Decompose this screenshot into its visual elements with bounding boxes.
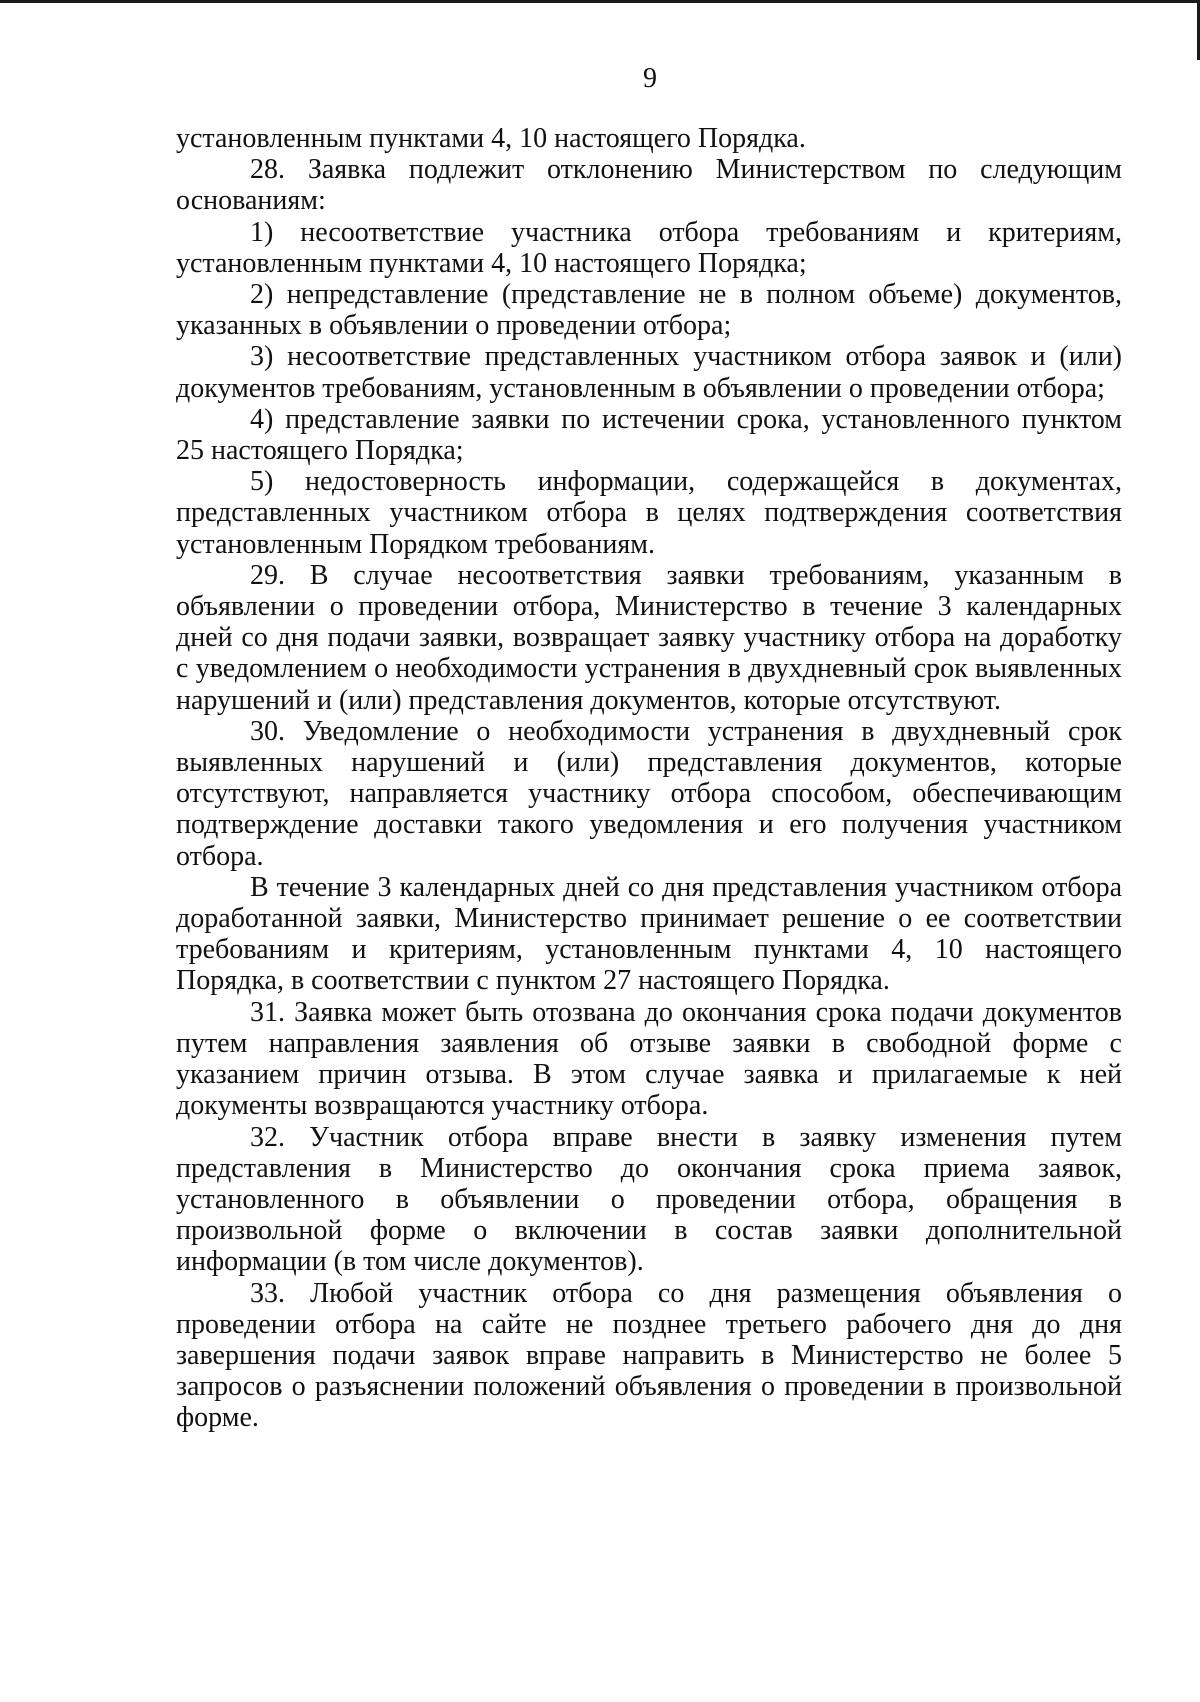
paragraph-subitem-3: 3) несоответствие представленных участником отбора заявок и (или) документов требованиям, установленным в объявлении о проведении отбора;: [176, 341, 1122, 404]
paragraph-subitem-1: 1) несоответствие участника отбора требованиям и критериям, установленным пунктами 4, 10 настоящего Порядка;: [176, 216, 1122, 279]
paragraph-subitem-2: 2) непредставление (представление не в полном объеме) документов, указанных в объявлении о проведении отбора;: [176, 279, 1122, 342]
paragraph-item-30-continued: В течение 3 календарных дней со дня представления участником отбора доработанной заявки, Министерство принимает решение о ее соответствии требованиям и критериям, установленным пунктами 4, 10 настоящего Порядка, в соответствии с пунктом 27 настоящего Порядка.: [176, 871, 1122, 997]
document-body: [176, 123, 1122, 1434]
paragraph-item-29: 29. В случае несоответствия заявки требованиям, указанным в объявлении о проведении отбора, Министерство в течение 3 календарных дней со дня подачи заявки, возвращает заявку участнику отбора на доработку с уведомлением о необходимости устранения в двухдневный срок выявленных нарушений и (или) представления документов, которые отсутствуют.: [176, 559, 1122, 716]
paragraph-item-32: 32. Участник отбора вправе внести в заявку изменения путем представления в Министерство до окончания срока приема заявок, установленного в объявлении о проведении отбора, обращения в произвольной форме о включении в состав заявки дополнительной информации (в том числе документов).: [176, 1121, 1122, 1278]
paragraph-subitem-5: 5) недостоверность информации, содержащейся в документах, представленных участником отбора в целях подтверждения соответствия установленным Порядком требованиям.: [176, 466, 1122, 560]
paragraph-subitem-4: 4) представление заявки по истечении срока, установленного пунктом 25 настоящего Порядка;: [176, 403, 1122, 467]
page-number: 9: [643, 63, 657, 94]
paragraph-item-28: 28. Заявка подлежит отклонению Министерством по следующим основаниям:: [176, 154, 1122, 217]
scan-border-top: [0, 0, 1200, 3]
paragraph-continuation: установленным пунктами 4, 10 настоящего Порядка.: [176, 123, 806, 154]
paragraph-item-33: 33. Любой участник отбора со дня размещения объявления о проведении отбора на сайте не позднее третьего рабочего дня до дня завершения подачи заявок вправе направить в Министерство не более 5 запросов о разъяснении положений объявления о проведении в произвольной форме.: [176, 1277, 1122, 1434]
paragraph-item-31: 31. Заявка может быть отозвана до окончания срока подачи документов путем направления заявления об отзыве заявки в свободной форме с указанием причин отзыва. В этом случае заявка и прилагаемые к ней документы возвращаются участнику отбора.: [176, 996, 1122, 1122]
paragraph-item-30: 30. Уведомление о необходимости устранения в двухдневный срок выявленных нарушений и (или) представления документов, которые отсутствуют, направляется участнику отбора способом, обеспечивающим подтверждение доставки такого уведомления и его получения участником отбора.: [176, 715, 1122, 872]
